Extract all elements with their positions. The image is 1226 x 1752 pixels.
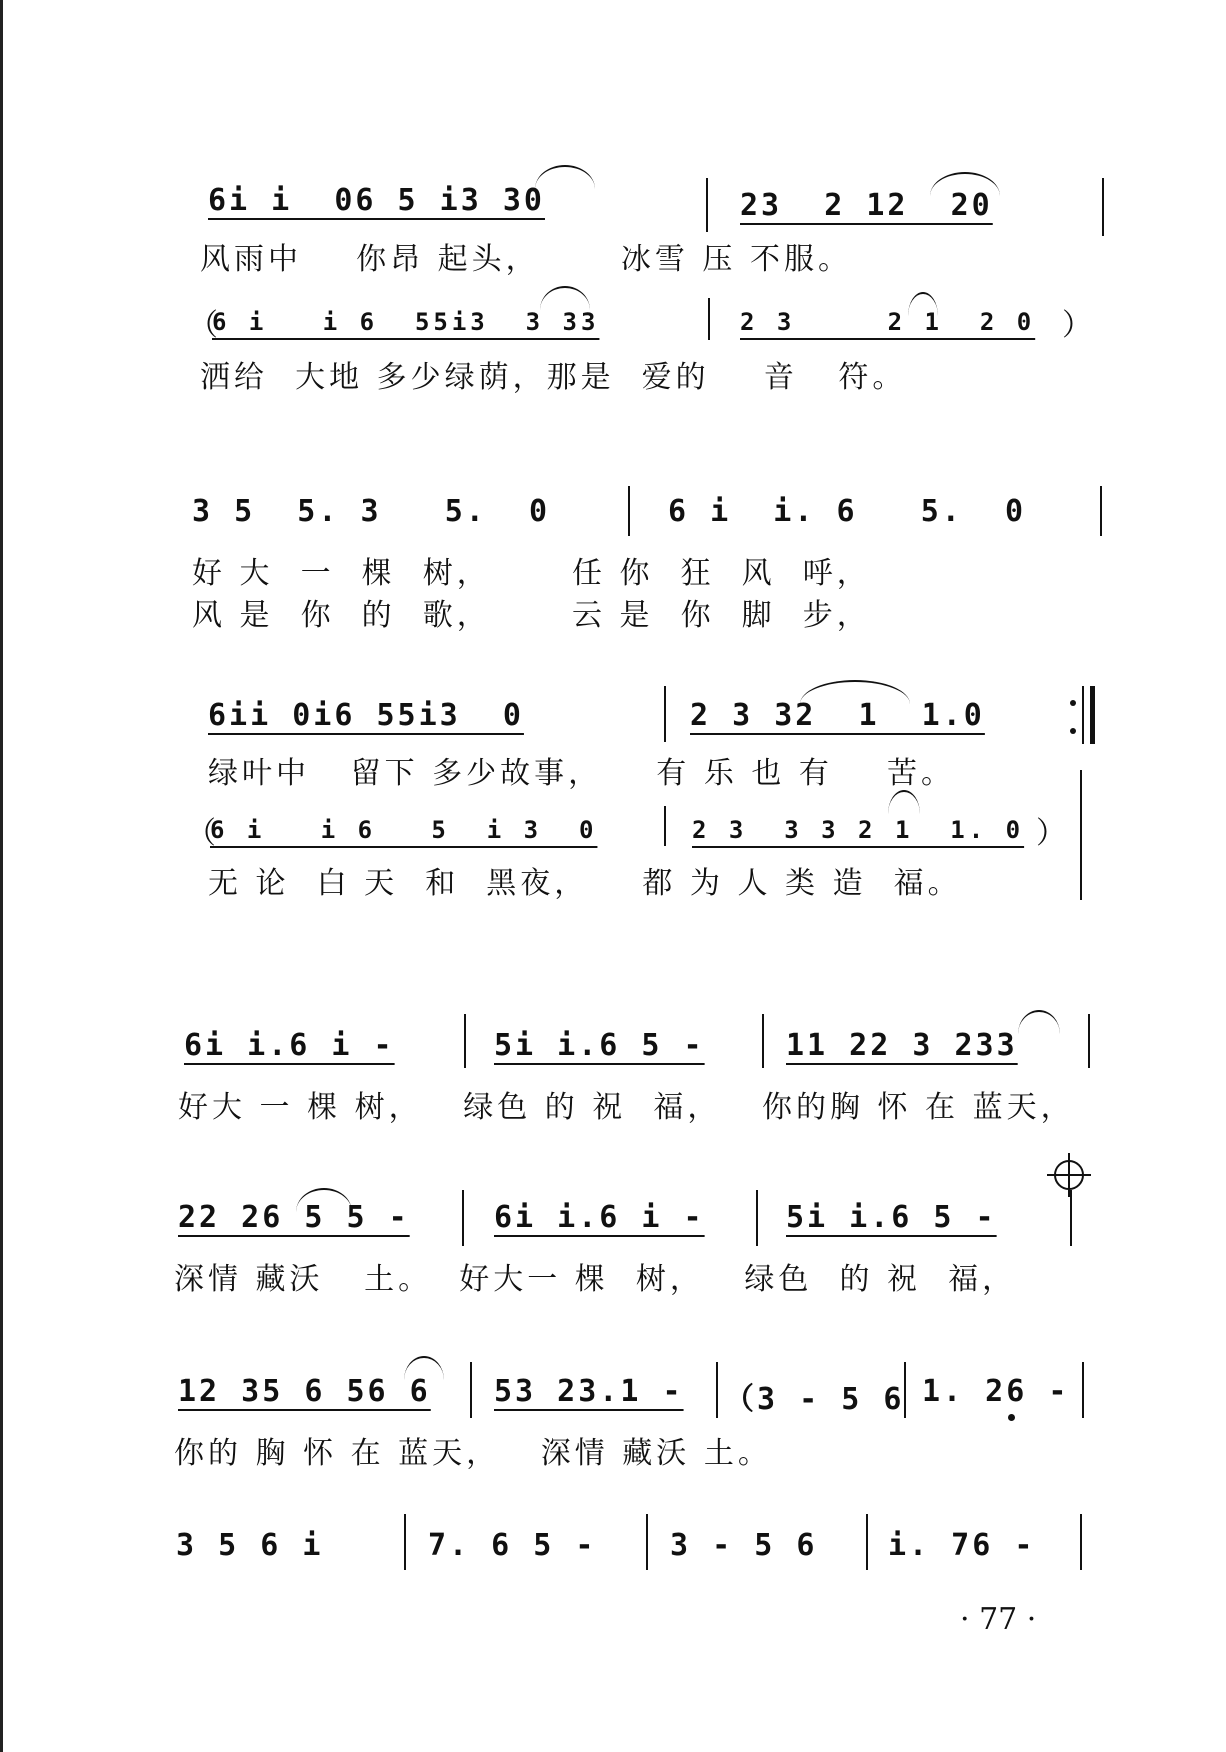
line5-lyrics: 无 论 白 天 和 黑夜， 都 为 人 类 造 福。 xyxy=(208,866,962,901)
line9-notes-c: 3 - 5 6 xyxy=(670,1528,818,1563)
line9-notes-a: 3 5 6 i xyxy=(176,1528,324,1563)
line2-notes-b: 2 3 2 1 2 0 xyxy=(740,308,1036,336)
bar-line xyxy=(1088,1014,1090,1068)
slur-mark xyxy=(930,172,1000,196)
line7-notes-a: 22 26 5 5 - xyxy=(178,1200,410,1235)
line2-notes-a: 6 i i 6 55i3 3 33 xyxy=(212,308,600,336)
bar-line xyxy=(1082,1362,1084,1418)
line3-lyrics-verse2: 风 是 你 的 歌， 云 是 你 脚 步， xyxy=(192,598,871,633)
line2-open-paren: （ xyxy=(188,308,222,343)
line5-notes-a: 6 i i 6 5 i 3 0 xyxy=(210,816,598,844)
repeat-dot xyxy=(1070,700,1076,706)
bar-line xyxy=(646,1514,648,1570)
bar-line xyxy=(470,1362,472,1418)
line6-notes-c: 11 22 3 233 xyxy=(786,1028,1018,1063)
line8-notes-b: 53 23.1 - xyxy=(494,1374,684,1409)
line7-notes-b: 6i i.6 i - xyxy=(494,1200,705,1235)
line5-notes-b: 2 3 3 3 2 1 1. 0 xyxy=(692,816,1025,844)
bar-line xyxy=(664,806,666,846)
bar-line xyxy=(464,1014,466,1068)
bar-line xyxy=(1070,1190,1072,1246)
line6-lyrics: 好大 一 棵 树， 绿色 的 祝 福， 你的胸 怀 在 蓝天， xyxy=(178,1090,1075,1125)
slur-mark xyxy=(535,165,595,189)
slur-mark xyxy=(908,292,938,316)
line8-notes-d: 1. 26 - xyxy=(922,1374,1070,1409)
bar-line xyxy=(708,298,710,340)
line1-notes-b: 23 2 12 20 xyxy=(740,188,993,223)
octave-dot xyxy=(1008,1414,1015,1421)
line3-notes-b: 6 i i. 6 5. 0 xyxy=(668,494,1027,529)
line6-notes-a: 6i i.6 i - xyxy=(184,1028,395,1063)
line9-notes-b: 7. 6 5 - xyxy=(428,1528,597,1563)
coda-sign xyxy=(1054,1160,1084,1190)
slur-mark xyxy=(888,790,920,814)
bar-line xyxy=(628,486,630,536)
bar-line xyxy=(404,1514,406,1570)
repeat-dot xyxy=(1070,728,1076,734)
bar-line xyxy=(1100,486,1102,536)
slur-mark xyxy=(296,1188,352,1212)
line5-open-paren: （ xyxy=(186,816,220,851)
bar-line xyxy=(866,1514,868,1570)
line9-notes-d: i. 76 - xyxy=(888,1528,1036,1563)
slur-mark xyxy=(1018,1010,1060,1034)
line3-lyrics-verse1: 好 大 一 棵 树， 任 你 狂 风 呼， xyxy=(192,556,871,591)
line7-notes-c: 5i i.6 5 - xyxy=(786,1200,997,1235)
bar-line xyxy=(762,1014,764,1068)
line8-notes-a: 12 35 6 56 6 xyxy=(178,1374,431,1409)
bar-line xyxy=(1102,178,1104,236)
line3-notes-a: 3 5 5. 3 5. 0 xyxy=(192,494,551,529)
bar-line xyxy=(756,1190,758,1246)
line2-lyrics: 洒给 大地 多少绿荫，那是 爱的 音 符。 xyxy=(200,360,907,395)
bar-line xyxy=(462,1190,464,1246)
line4-notes-b: 2 3 32 1 1.0 xyxy=(690,698,985,733)
repeat-bar-thick xyxy=(1090,686,1095,744)
page-number: · 77 · xyxy=(960,1602,1037,1637)
bar-line xyxy=(706,178,708,232)
line4-notes-a: 6ii 0i6 55i3 0 xyxy=(208,698,524,733)
repeat-bar xyxy=(1082,686,1084,744)
line8-lyrics: 你的 胸 怀 在 蓝天， 深情 藏沃 土。 xyxy=(174,1436,772,1471)
bar-line xyxy=(904,1362,906,1418)
bar-line xyxy=(1080,1514,1082,1570)
bar-line xyxy=(664,686,666,742)
slur-mark xyxy=(404,1356,444,1380)
line5-close-paren: ） xyxy=(1036,816,1070,851)
line1-notes-a: 6i i 06 5 i3 30 xyxy=(208,183,545,218)
line6-notes-b: 5i i.6 5 - xyxy=(494,1028,705,1063)
line2-close-paren: ） xyxy=(1062,308,1096,343)
bracket-line xyxy=(1080,770,1082,900)
line4-lyrics: 绿叶中 留下 多少故事， 有 乐 也 有 苦。 xyxy=(208,756,956,791)
slur-mark xyxy=(540,286,590,310)
line1-lyrics: 风雨中 你昂 起头， 冰雪 压 不服。 xyxy=(200,242,852,277)
slur-mark xyxy=(800,680,910,704)
line7-lyrics: 深情 藏沃 土。 好大一 棵 树， 绿色 的 祝 福， xyxy=(174,1262,1017,1297)
line8-notes-c: （3 - 5 6 xyxy=(724,1382,905,1417)
bar-line xyxy=(716,1362,718,1418)
